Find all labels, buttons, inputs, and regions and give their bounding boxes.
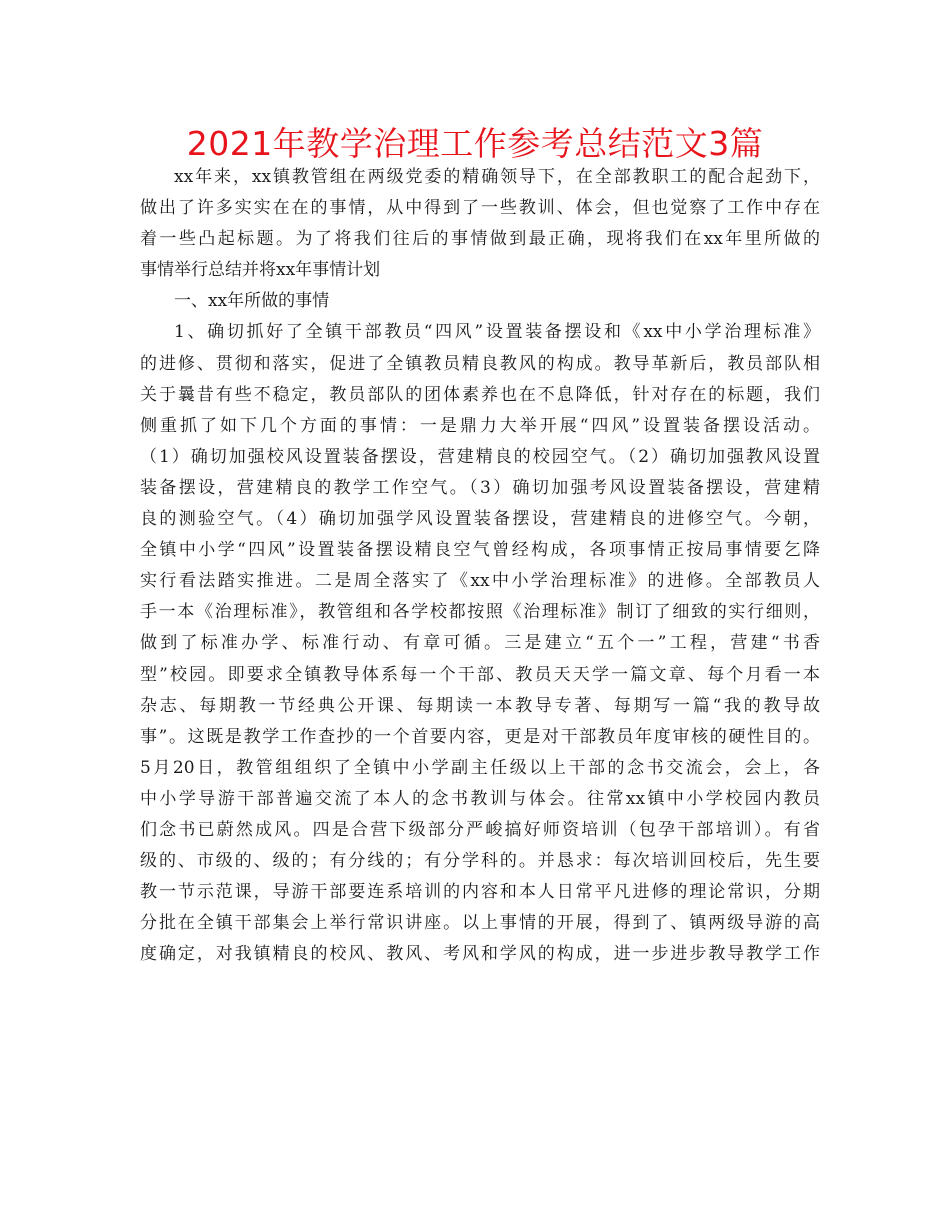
text-line: 侧重抓了如下几个方面的事情：一是鼎力大举开展“四风”设置装备摆设活动。 (140, 415, 820, 436)
text-line: 做出了许多实实在在的事情，从中得到了一些教训、体会，但也觉察了工作中存在 (140, 198, 820, 219)
text-line: 手一本《治理标准》，教管组和各学校都按照《治理标准》制订了细致的实行细则， (140, 602, 820, 623)
text-line: 教一节示范课，导游干部要连系培训的内容和本人日常平凡进修的理论常识，分期 (140, 882, 820, 903)
document-body (140, 162, 820, 970)
text-line: 中小学导游干部普遍交流了本人的念书教训与体会。往常xx镇中小学校园内教员 (140, 788, 820, 809)
text-line: 分批在全镇干部集会上举行常识讲座。以上事情的开展，得到了、镇两级导游的高 (140, 913, 820, 934)
text-line: 度确定，对我镇精良的校风、教风、考风和学风的构成，进一步进步教导教学工作 (140, 944, 820, 965)
section-heading: 一、xx年所做的事情 (174, 291, 330, 312)
text-line: 良的测验空气。（4）确切加强学风设置装备摆设，营建精良的进修空气。今朝， (140, 509, 820, 530)
text-line: 实行看法踏实推进。二是周全落实了《xx中小学治理标准》的进修。全部教员人 (140, 571, 820, 592)
document-title: 2021年教学治理工作参考总结范文3篇 (186, 124, 764, 163)
text-line: 事”。这既是教学工作查抄的一个首要内容，更是对干部教员年度审核的硬性目的。 (140, 726, 820, 747)
text-line: 们念书已蔚然成风。四是合营下级部分严峻搞好师资培训（包孕干部培训）。有省 (140, 819, 820, 840)
text-line: xx年来，xx镇教管组在两级党委的精确领导下，在全部教职工的配合起劲下， (174, 167, 820, 187)
text-line: 装备摆设，营建精良的教学工作空气。（3）确切加强考风设置装备摆设，营建精 (140, 477, 820, 498)
text-line: 事情举行总结并将xx年事情计划 (140, 260, 381, 281)
text-line: 5月20日，教管组组织了全镇中小学副主任级以上干部的念书交流会，会上，各 (140, 757, 820, 778)
text-line: 1、确切抓好了全镇干部教员“四风”设置装备摆设和《xx中小学治理标准》 (174, 322, 820, 343)
text-line: （1）确切加强校风设置装备摆设，营建精良的校园空气。（2）确切加强教风设置 (140, 446, 820, 467)
text-line: 的进修、贯彻和落实，促进了全镇教员精良教风的构成。教导革新后，教员部队相 (140, 353, 820, 374)
text-line: 杂志、每期教一节经典公开课、每期读一本教导专著、每期写一篇“我的教导故 (140, 695, 820, 716)
text-line: 级的、市级的、级的；有分线的；有分学科的。并恳求：每次培训回校后，先生要 (140, 851, 820, 872)
text-line: 做到了标准办学、标准行动、有章可循。三是建立“五个一”工程，营建“书香 (140, 633, 820, 654)
text-line: 关于曩昔有些不稳定，教员部队的团体素养也在不息降低，针对存在的标题，我们 (140, 384, 820, 405)
text-line: 着一些凸起标题。为了将我们往后的事情做到最正确，现将我们在xx年里所做的 (140, 229, 820, 250)
text-line: 型”校园。即要求全镇教导体系每一个干部、教员天天学一篇文章、每个月看一本 (140, 664, 820, 685)
text-line: 全镇中小学“四风”设置装备摆设精良空气曾经构成，各项事情正按局事情要乞降 (140, 540, 820, 561)
